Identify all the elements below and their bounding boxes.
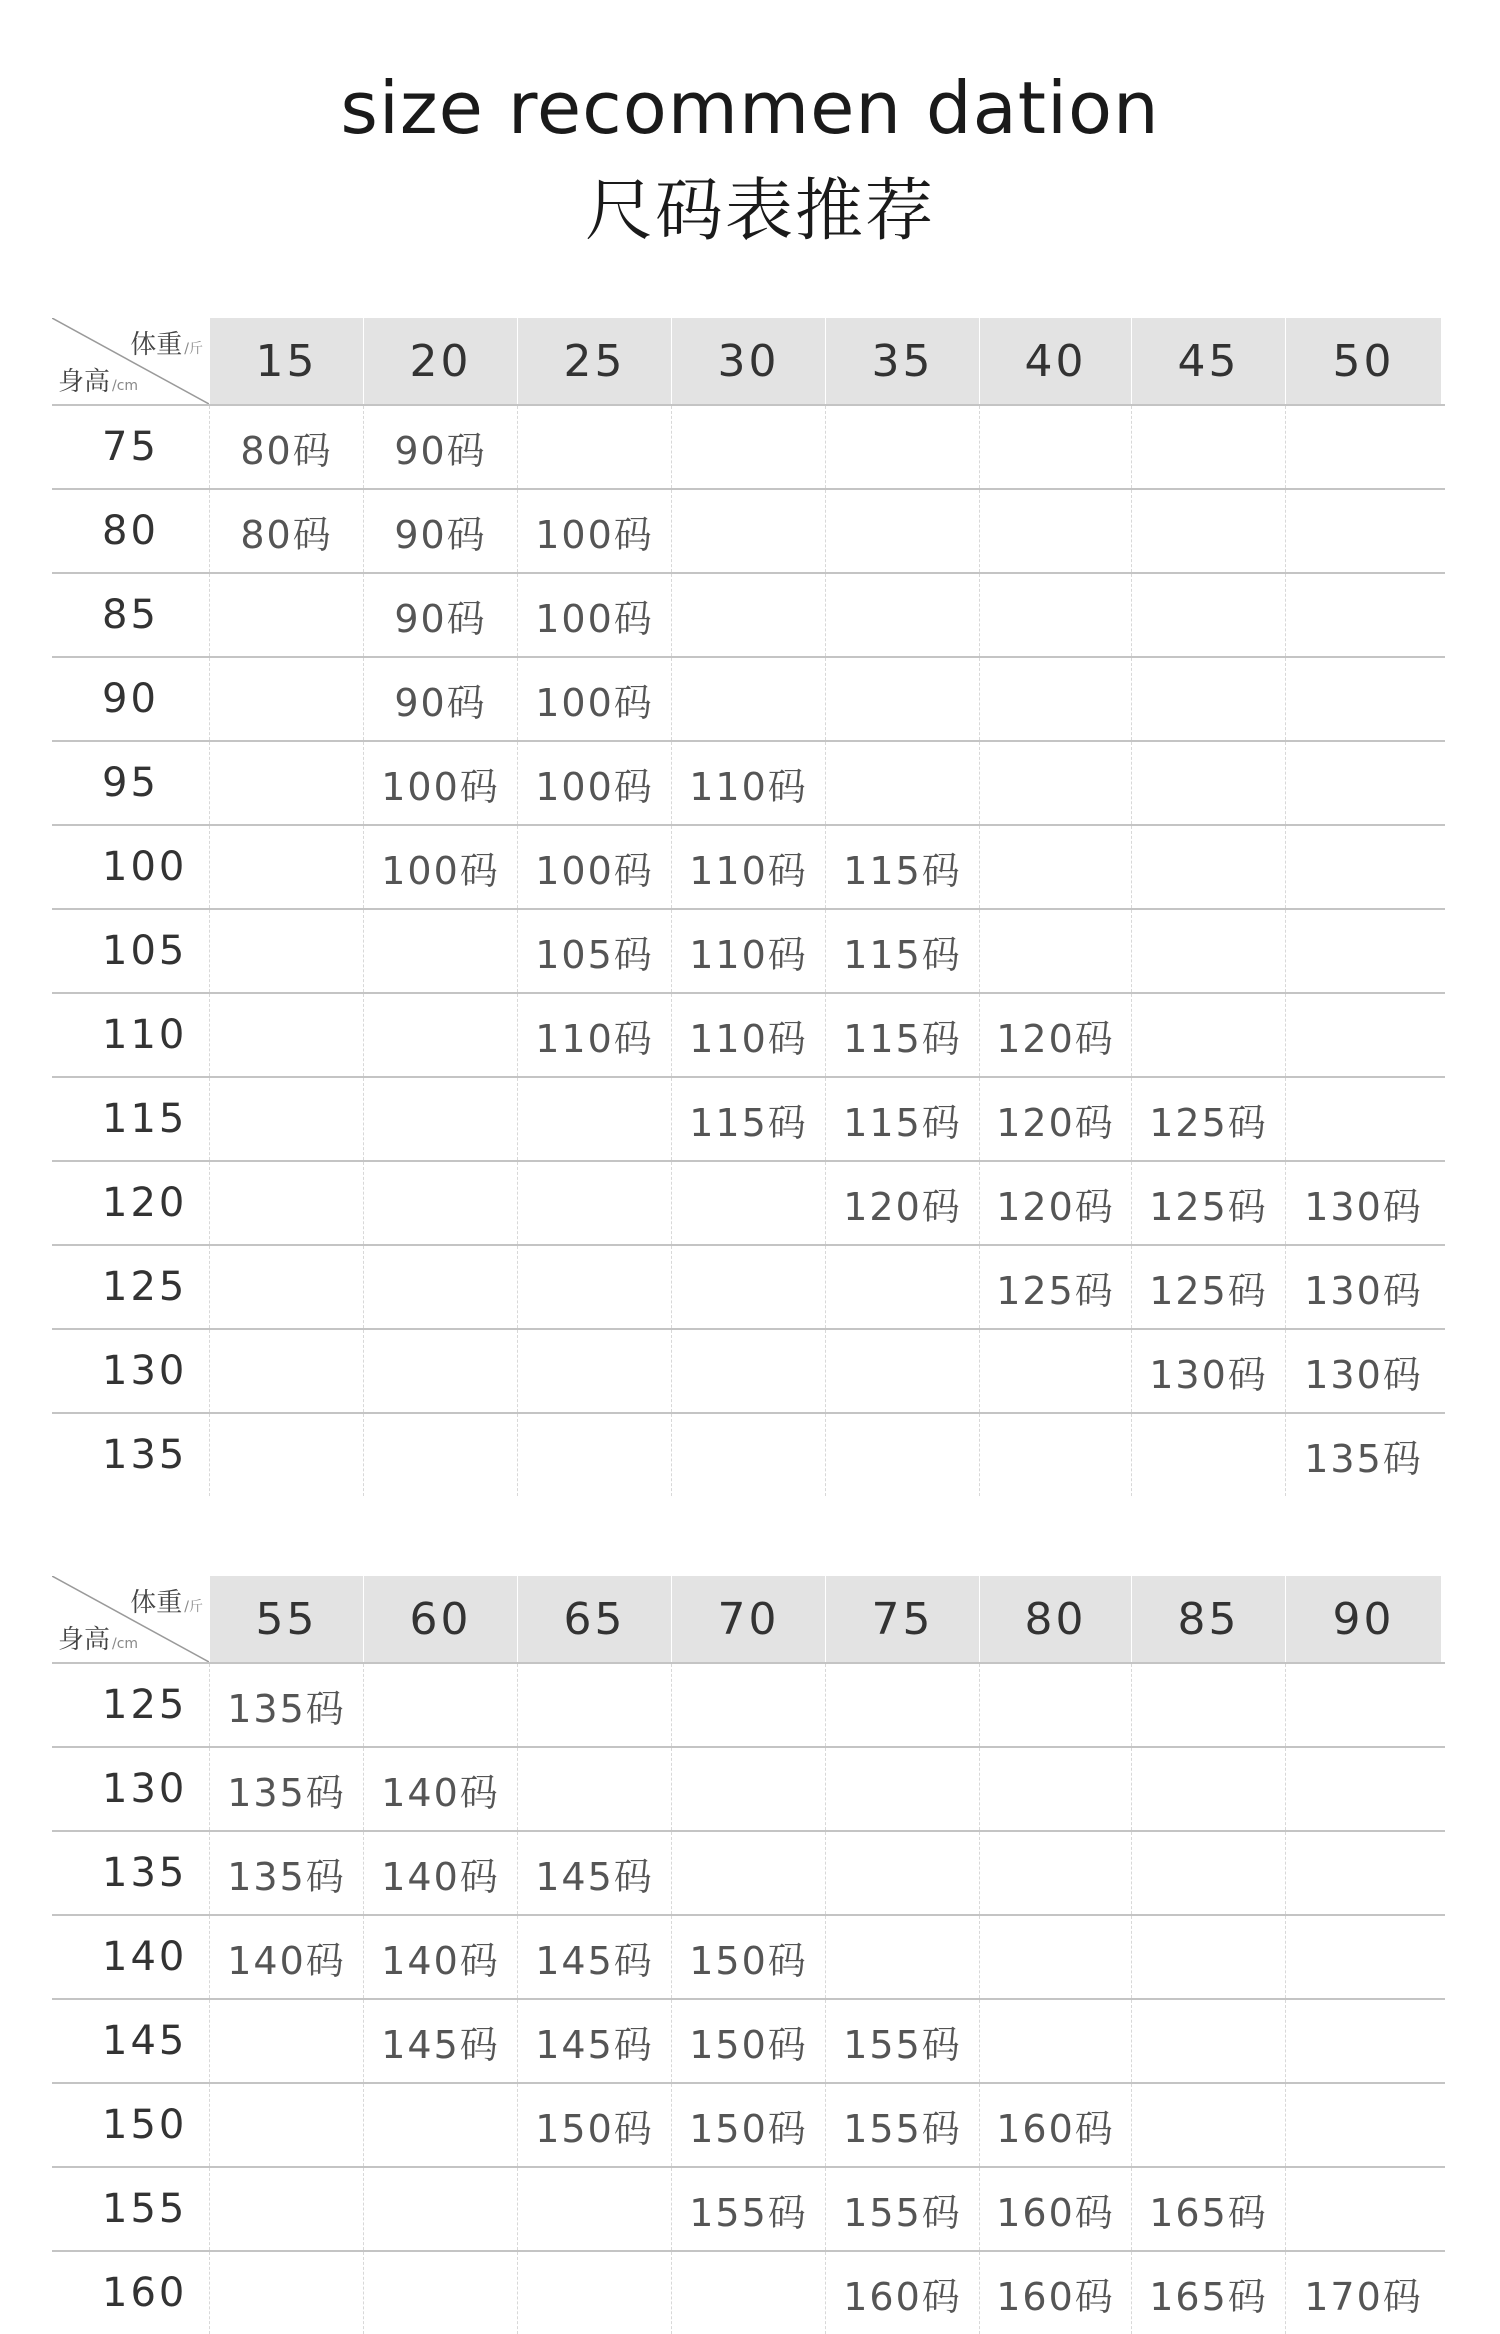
size-cell [1131, 910, 1285, 992]
table-row [52, 740, 1445, 824]
size-cell [825, 1916, 979, 1998]
size-cell [825, 574, 979, 656]
size-cell: 160码 [825, 2252, 979, 2334]
size-cell [363, 1414, 517, 1496]
table-row [52, 404, 1445, 488]
size-cell: 155码 [825, 2000, 979, 2082]
size-cell [979, 1748, 1131, 1830]
size-cell [825, 1330, 979, 1412]
size-cell [979, 1916, 1131, 1998]
size-cell [1131, 574, 1285, 656]
table-header-row [52, 318, 1445, 404]
size-cell: 160码 [979, 2084, 1131, 2166]
size-cell [363, 2084, 517, 2166]
table-row [52, 2082, 1445, 2166]
size-cell [517, 1414, 671, 1496]
size-cell [363, 994, 517, 1076]
size-cell: 165码 [1131, 2252, 1285, 2334]
height-row-label: 110 [102, 1012, 188, 1058]
table-row [52, 824, 1445, 908]
size-cell: 150码 [671, 1916, 825, 1998]
height-row-label: 75 [102, 424, 159, 470]
table-row [52, 1998, 1445, 2082]
size-cell [1285, 490, 1441, 572]
table-row [52, 488, 1445, 572]
table-row [52, 1914, 1445, 1998]
size-cell [1131, 1832, 1285, 1914]
size-cell [1131, 994, 1285, 1076]
title-english: size recommen dation [340, 66, 1160, 150]
height-row-label: 145 [102, 2018, 188, 2064]
size-cell: 100码 [517, 574, 671, 656]
size-cell: 145码 [517, 1916, 671, 1998]
size-cell [979, 406, 1131, 488]
size-cell [671, 490, 825, 572]
size-cell: 135码 [1285, 1414, 1441, 1496]
weight-column-header: 20 [363, 318, 517, 404]
size-cell [825, 742, 979, 824]
size-cell: 130码 [1285, 1162, 1441, 1244]
size-cell [1285, 2000, 1441, 2082]
size-cell [1285, 742, 1441, 824]
size-cell [1131, 742, 1285, 824]
size-cell: 155码 [671, 2168, 825, 2250]
weight-label: 体重 /斤 [130, 330, 203, 360]
size-cell [1131, 1664, 1285, 1746]
size-cell [1131, 2084, 1285, 2166]
weight-column-header: 25 [517, 318, 671, 404]
table-row [52, 908, 1445, 992]
size-cell: 90码 [363, 658, 517, 740]
size-cell [517, 1162, 671, 1244]
size-cell: 100码 [363, 742, 517, 824]
size-cell [671, 1246, 825, 1328]
size-cell: 80码 [209, 490, 363, 572]
weight-column-header: 30 [671, 318, 825, 404]
size-cell [1285, 2084, 1441, 2166]
size-cell [979, 2000, 1131, 2082]
weight-column-header: 65 [517, 1576, 671, 1662]
size-cell [209, 1078, 363, 1160]
size-cell [979, 574, 1131, 656]
size-cell [363, 2168, 517, 2250]
size-cell [209, 1330, 363, 1412]
weight-column-header: 45 [1131, 318, 1285, 404]
height-row-label: 100 [102, 844, 188, 890]
size-cell: 150码 [671, 2084, 825, 2166]
height-row-label: 85 [102, 592, 159, 638]
size-cell [671, 1414, 825, 1496]
size-cell [517, 406, 671, 488]
size-cell [209, 2168, 363, 2250]
size-cell: 125码 [1131, 1078, 1285, 1160]
page-header [0, 60, 1500, 262]
height-row-label: 125 [102, 1682, 188, 1728]
size-cell: 100码 [363, 826, 517, 908]
size-cell [671, 1664, 825, 1746]
height-row-label: 95 [102, 760, 159, 806]
weight-column-header: 70 [671, 1576, 825, 1662]
size-cell [517, 1078, 671, 1160]
table-row [52, 1662, 1445, 1746]
table-row [52, 992, 1445, 1076]
size-cell: 110码 [671, 994, 825, 1076]
weight-column-header: 15 [209, 318, 363, 404]
size-cell [1285, 1664, 1441, 1746]
size-cell [979, 826, 1131, 908]
weight-column-header: 60 [363, 1576, 517, 1662]
size-cell [671, 406, 825, 488]
size-cell: 125码 [1131, 1246, 1285, 1328]
size-cell [1285, 910, 1441, 992]
size-cell: 140码 [363, 1748, 517, 1830]
corner-cell [52, 318, 209, 404]
height-row-label: 140 [102, 1934, 188, 1980]
size-cell: 110码 [517, 994, 671, 1076]
size-cell: 145码 [517, 2000, 671, 2082]
size-cell: 150码 [671, 2000, 825, 2082]
weight-column-header: 40 [979, 318, 1131, 404]
size-cell [1131, 658, 1285, 740]
size-cell [1285, 994, 1441, 1076]
height-row-label: 80 [102, 508, 159, 554]
size-cell: 140码 [363, 1832, 517, 1914]
size-cell [825, 1748, 979, 1830]
size-cell: 130码 [1285, 1246, 1441, 1328]
size-cell: 160码 [979, 2168, 1131, 2250]
size-cell [1131, 406, 1285, 488]
size-cell: 110码 [671, 910, 825, 992]
size-cell [1131, 490, 1285, 572]
weight-column-header: 75 [825, 1576, 979, 1662]
size-cell [517, 1748, 671, 1830]
size-cell [363, 1330, 517, 1412]
height-row-label: 125 [102, 1264, 188, 1310]
size-cell: 145码 [517, 1832, 671, 1914]
size-cell: 150码 [517, 2084, 671, 2166]
size-cell [1285, 574, 1441, 656]
height-row-label: 150 [102, 2102, 188, 2148]
size-cell [671, 1330, 825, 1412]
size-cell [825, 658, 979, 740]
size-table-1 [52, 318, 1445, 1496]
size-cell [825, 1246, 979, 1328]
size-cell: 125码 [1131, 1162, 1285, 1244]
table-row [52, 2166, 1445, 2250]
height-row-label: 135 [102, 1850, 188, 1896]
size-cell: 100码 [517, 658, 671, 740]
size-cell: 125码 [979, 1246, 1131, 1328]
size-cell [1131, 1414, 1285, 1496]
size-cell [979, 742, 1131, 824]
weight-column-header: 80 [979, 1576, 1131, 1662]
size-cell [209, 574, 363, 656]
size-cell: 120码 [979, 1162, 1131, 1244]
size-cell [1285, 1832, 1441, 1914]
size-cell [209, 1414, 363, 1496]
size-cell: 100码 [517, 490, 671, 572]
size-cell: 100码 [517, 742, 671, 824]
size-cell [517, 2168, 671, 2250]
height-row-label: 90 [102, 676, 159, 722]
height-row-label: 155 [102, 2186, 188, 2232]
size-cell [1285, 406, 1441, 488]
weight-label: 体重 /斤 [130, 1588, 203, 1618]
size-cell: 110码 [671, 742, 825, 824]
size-cell [671, 1162, 825, 1244]
size-cell: 115码 [825, 1078, 979, 1160]
size-cell: 170码 [1285, 2252, 1441, 2334]
size-cell [209, 826, 363, 908]
size-cell: 80码 [209, 406, 363, 488]
size-cell: 130码 [1131, 1330, 1285, 1412]
table-row [52, 1412, 1445, 1496]
size-cell [209, 658, 363, 740]
size-cell [1285, 826, 1441, 908]
size-cell [363, 910, 517, 992]
size-cell [1131, 1748, 1285, 1830]
weight-column-header: 55 [209, 1576, 363, 1662]
size-cell [209, 994, 363, 1076]
size-cell [1131, 1916, 1285, 1998]
table-row [52, 572, 1445, 656]
size-table-2 [52, 1576, 1445, 2334]
size-cell: 90码 [363, 406, 517, 488]
size-cell [979, 1330, 1131, 1412]
size-cell [671, 574, 825, 656]
table-row [52, 1160, 1445, 1244]
size-cell: 120码 [825, 1162, 979, 1244]
size-cell [671, 1748, 825, 1830]
height-row-label: 120 [102, 1180, 188, 1226]
size-cell [1285, 1078, 1441, 1160]
table-header-row [52, 1576, 1445, 1662]
size-cell [209, 910, 363, 992]
size-cell [825, 1664, 979, 1746]
size-cell: 115码 [825, 994, 979, 1076]
size-cell [1131, 2000, 1285, 2082]
height-row-label: 105 [102, 928, 188, 974]
size-cell: 140码 [209, 1916, 363, 1998]
size-cell [517, 1246, 671, 1328]
height-row-label: 160 [102, 2270, 188, 2316]
size-cell [671, 1832, 825, 1914]
table-row [52, 1244, 1445, 1328]
size-cell [517, 1664, 671, 1746]
size-cell [1131, 826, 1285, 908]
size-cell [979, 658, 1131, 740]
weight-column-header: 35 [825, 318, 979, 404]
size-cell [209, 1162, 363, 1244]
size-cell: 120码 [979, 994, 1131, 1076]
size-cell [1285, 1916, 1441, 1998]
size-cell: 90码 [363, 490, 517, 572]
height-row-label: 130 [102, 1348, 188, 1394]
size-cell [979, 1664, 1131, 1746]
size-cell: 90码 [363, 574, 517, 656]
weight-column-header: 90 [1285, 1576, 1441, 1662]
size-cell [671, 658, 825, 740]
size-cell [209, 1246, 363, 1328]
table-row [52, 1746, 1445, 1830]
height-row-label: 115 [102, 1096, 188, 1142]
size-cell: 155码 [825, 2084, 979, 2166]
size-cell [979, 490, 1131, 572]
size-cell [209, 2000, 363, 2082]
size-cell [363, 1162, 517, 1244]
table-row [52, 2250, 1445, 2334]
size-cell [979, 1414, 1131, 1496]
height-row-label: 130 [102, 1766, 188, 1812]
size-cell: 130码 [1285, 1330, 1441, 1412]
size-cell [825, 406, 979, 488]
size-cell [1285, 1748, 1441, 1830]
weight-column-header: 50 [1285, 318, 1441, 404]
size-cell: 115码 [671, 1078, 825, 1160]
table-row [52, 1076, 1445, 1160]
size-cell: 100码 [517, 826, 671, 908]
title-chinese: 尺码表推荐 [584, 172, 935, 251]
size-cell [825, 1832, 979, 1914]
size-cell: 160码 [979, 2252, 1131, 2334]
size-cell: 105码 [517, 910, 671, 992]
size-cell: 165码 [1131, 2168, 1285, 2250]
size-cell [363, 1078, 517, 1160]
size-cell: 110码 [671, 826, 825, 908]
size-cell: 140码 [363, 1916, 517, 1998]
size-cell: 155码 [825, 2168, 979, 2250]
size-cell [1285, 658, 1441, 740]
size-cell: 115码 [825, 910, 979, 992]
height-label: 身高 /cm [58, 1625, 139, 1655]
size-cell: 120码 [979, 1078, 1131, 1160]
table-row [52, 1328, 1445, 1412]
size-cell: 115码 [825, 826, 979, 908]
size-cell [363, 1246, 517, 1328]
size-cell [825, 1414, 979, 1496]
size-cell: 145码 [363, 2000, 517, 2082]
size-cell [825, 490, 979, 572]
table-row [52, 656, 1445, 740]
height-label: 身高 /cm [58, 367, 139, 397]
size-cell [1285, 2168, 1441, 2250]
size-cell: 135码 [209, 1664, 363, 1746]
size-cell: 135码 [209, 1748, 363, 1830]
size-cell [979, 1832, 1131, 1914]
table-row [52, 1830, 1445, 1914]
size-cell [209, 742, 363, 824]
weight-column-header: 85 [1131, 1576, 1285, 1662]
size-cell [979, 910, 1131, 992]
size-cell [209, 2084, 363, 2166]
corner-cell [52, 1576, 209, 1662]
height-row-label: 135 [102, 1432, 188, 1478]
size-cell [363, 1664, 517, 1746]
size-cell: 135码 [209, 1832, 363, 1914]
size-cell [517, 1330, 671, 1412]
